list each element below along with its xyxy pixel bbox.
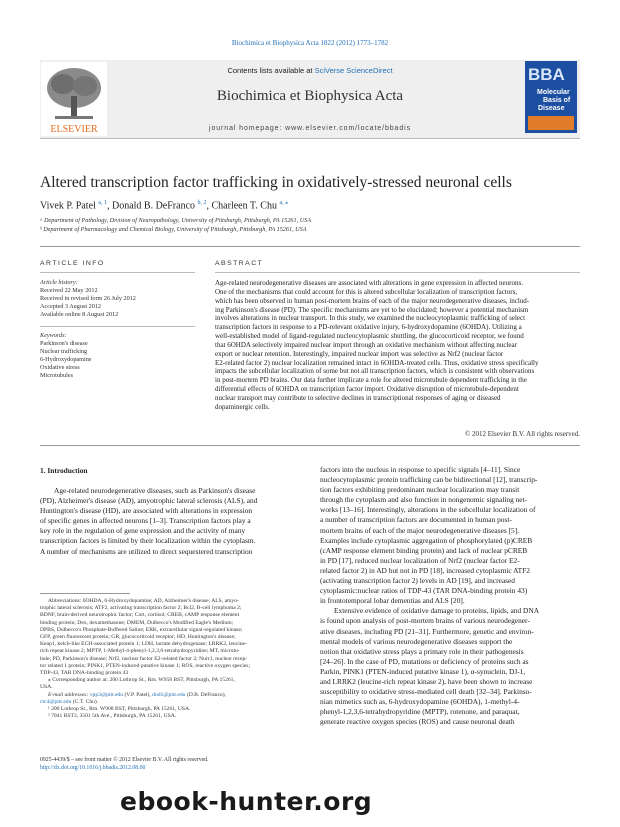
email-owner: (C.T. Chu). — [72, 698, 99, 705]
footnote-line: binding protein; Dex, dexamethasone; DMEM, Dulbecco's Modified Eagle's Medium; — [40, 619, 234, 626]
footnote-line: TDP-43, TAR DNA-binding protein 43 — [40, 670, 129, 677]
abstract-line: transcription factors in response to a PD-relevant oxidative injury, 6-hydroxydopamine (6OHDA). Utilizing a — [215, 323, 522, 332]
email-addresses — [40, 692, 300, 699]
cover-stripe — [528, 116, 574, 130]
email-owner: (V.P. Patel), — [124, 691, 151, 698]
abstract-line: Age-related neurodegenerative diseases are associated with alterations in gene expression in affected neurons. — [215, 279, 523, 287]
contents-prefix: Contents lists available at — [227, 66, 313, 75]
body-line: A number of mechanisms are utilized to direct sequestered transcription — [40, 546, 253, 556]
body-line: Extensive evidence of oxidative damage to proteins, lipids, and DNA — [334, 606, 540, 616]
body-line: nian mimetics such as, 6-hydroxydopamine (6OHDA), 1-methyl-4- — [320, 697, 520, 707]
copyright-line: © 2012 Elsevier B.V. All rights reserved. — [464, 430, 580, 438]
keywords-label: Keywords: — [40, 332, 67, 339]
body-line: through the cytoplasm and also function in nongenomic signaling net- — [320, 495, 528, 505]
affiliation-a: ᵃ Department of Pathology, Division of Neuropathology, University of Pittsburgh, Pittsburgh, PA 15261, USA — [40, 217, 312, 224]
body-line: Age-related neurodegenerative diseases, such as Parkinson's disease — [54, 486, 256, 495]
body-line: works [13–16]. Interestingly, alterations in the subcellular localization of — [320, 505, 536, 515]
footnote-line: tor related 1 protein; PINK1, PTEN-induced putative kinase 1; ROS, reactive oxygen species; — [40, 662, 251, 669]
body-line: key role in the regulation of gene expression and the activity of many — [40, 526, 246, 536]
body-line: [24–26]. In the case of PD, mutations or deficiency of proteins such as — [320, 656, 529, 666]
divider — [40, 246, 580, 247]
abstract-line: well-established model of ligand-regulated nucleocytoplasmic shuttling, the glucocorticoid receptor, we found — [215, 332, 524, 341]
journal-title: Biochimica et Biophysica Acta — [216, 88, 404, 104]
keyword: Parkinson's disease — [40, 340, 88, 347]
body-line: susceptibility to oxidative stress-mediated cell death [32–34]. Parkinso- — [320, 687, 532, 697]
abstract-line: dopaminergic cells. — [215, 402, 270, 411]
history-item: Available online 8 August 2012 — [40, 311, 119, 318]
article-history — [40, 279, 190, 319]
footnote-rule — [40, 593, 130, 594]
author-name: Vivek P. Patel — [40, 200, 96, 212]
doi-link[interactable]: http://dx.doi.org/10.1016/j.bbadis.2012.08.00 — [40, 764, 146, 771]
journal-cover-image — [525, 61, 577, 133]
author-affil-mark[interactable]: a, 1 — [98, 200, 107, 206]
affiliation-b: ᵇ Department of Pharmacology and Chemical Biology, University of Pittsburgh, Pittsburgh, PA 15261, USA — [40, 226, 307, 233]
keywords — [40, 332, 190, 380]
body-line: generate reactive oxygen species (ROS) and cause neuronal death — [320, 717, 515, 727]
footnote-1: ¹ 200 Lothrop St., Rm. W908 BST, Pittsburgh, PA 15261, USA. — [48, 706, 191, 713]
body-line: phenyl-1,2,3,6-tetrahydropyridine (MPTP), rotenone, and paraquat, — [320, 707, 520, 717]
body-line: in PD [17], reduced nuclear localization of Nrf2 (nuclear factor E2- — [320, 555, 520, 565]
email-addresses-cont — [40, 699, 300, 706]
body-line: ative diseases, including PD [21–31]. Furthermore, genetic and environ- — [320, 626, 534, 636]
abstract-line: impacts the subcellular localization of some but not all transcription factors, which is consistent with observations — [215, 367, 535, 376]
abstract-line: differential effects of 6OHDA on transcription factor import. Oxidative disruption of microtubule-dependent — [215, 385, 519, 394]
footnote-line: GFP, green fluorescent protein; GR, glucocorticoid receptor; HD, Huntington's disease; — [40, 634, 236, 641]
sciencedirect-link[interactable]: SciVerse ScienceDirect — [314, 66, 393, 75]
publisher-wordmark: ELSEVIER — [50, 124, 98, 135]
abbreviations-footnote — [40, 598, 300, 720]
abstract-line: export or nuclear retention. Interestingly, impaired nuclear import was selective as Nrf2 (nuclear factor — [215, 349, 504, 358]
abstract-line: that 6OHDA selectively impaired nuclear import through an oxidative mechanism without affecting nuclear — [215, 340, 517, 349]
corresponding-author-note: ⁎ Corresponding author at: 200 Lothrop St., Rm. W958 BST, Pittsburgh, PA 15261, — [48, 677, 235, 684]
keyword: 6-Hydroxydopamine — [40, 356, 92, 363]
email-owner: (D.B. DeFranco), — [186, 691, 226, 698]
issn-line: 0925-4439/$ – see front matter © 2012 Elsevier B.V. All rights reserved. — [40, 757, 209, 763]
footnote-line: DPBS, Dulbecco's Phosphate-Buffered Saline; ERK, extracellular signal-regulated kinase; — [40, 626, 243, 633]
body-line: a number of transcription factors are documented in human post- — [320, 515, 512, 525]
running-head[interactable]: Biochimica et Biophysica Acta 1822 (2012) 1773–1782 — [231, 39, 389, 47]
body-line: in frontotemporal lobar dementias and ALS [20]. — [320, 596, 465, 606]
abstract-line: ing Parkinson's disease (PD). The specific mechanisms are yet to be elucidated; however a potential mechanism — [215, 305, 529, 314]
history-item: Received in revised form 26 July 2012 — [40, 295, 136, 302]
author-affil-mark[interactable]: b, 2 — [197, 200, 207, 206]
cover-bba: BBA — [528, 65, 565, 84]
body-line: transcription factors is limited by their localization within the cytoplasm. — [40, 536, 256, 546]
abstract-line: in post-mortem PD brains. Our data further implicate a role for altered microtubule dependent trafficking in the — [215, 376, 527, 385]
journal-homepage[interactable]: journal homepage: www.elsevier.com/locate/bbadis — [209, 125, 411, 132]
body-line: tion factors exhibiting predominant nuclear localization may transit — [320, 485, 520, 495]
body-line: is found upon analysis of post-mortem brains of various neurodegener- — [320, 616, 530, 626]
abstract-line: E2-related factor 2) nuclear localization remained intact in 6OHDA-treated cells. Thus, oxidative stress specifically — [215, 358, 539, 367]
body-line: (PD), Alzheimer's disease (AD), amyotrophic lateral sclerosis (ALS), and — [40, 496, 258, 506]
abstract-body — [215, 279, 580, 412]
cover-line-2: Molecular — [537, 89, 570, 96]
body-line: mental models of various neurodegenerative diseases support the — [320, 636, 513, 646]
footnote-line: bule; PD, Parkinson's disease; Nrf2, nuclear factor E2-related factor 2; Nurr1, nuclear recep- — [40, 655, 248, 662]
abstract-line: which has been observed in human post-mortem brains of each of the major neurodegenerative diseases, includ- — [215, 296, 530, 305]
corresponding-author-note: USA. — [40, 684, 53, 691]
article-title: Altered transcription factor trafficking in oxidatively-stressed neuronal cells — [40, 174, 512, 191]
history-label: Article history: — [40, 279, 78, 286]
author-list: Vivek P. Patel $^{a, 1}$, Donald B. DeFranco $^{b, 2}$, Charleen T. Chu $^{a, ⁎}$ — [40, 200, 289, 212]
abstract-line: involves alterations in nuclear transport. In this study, we examined the nucleocytoplasmic trafficking of select — [215, 314, 526, 323]
author-name: Charleen T. Chu — [211, 200, 277, 212]
keyword: Microtubules — [40, 372, 73, 379]
divider — [215, 272, 580, 273]
email-link[interactable]: ctc4@pitt.edu — [40, 698, 72, 705]
cover-line-4: Disease — [538, 105, 565, 112]
abstract-heading: ABSTRACT — [215, 260, 264, 267]
divider — [40, 326, 195, 327]
body-line: nucleocytoplasmic protein trafficking can be bidirectional [12], transcrip- — [320, 475, 538, 485]
history-item: Accepted 3 August 2012 — [40, 303, 102, 310]
body-line: Parkin, PINK1 (PTEN-induced putative kinase 1), α-synuclein, DJ-1, — [320, 666, 526, 676]
footnote-line: trophic lateral sclerosis; ATF2, activating transcription factor 2; Bcl2, B-cell lymphoma 2; — [40, 605, 242, 612]
watermark-text: ebook-hunter.org — [120, 787, 373, 816]
body-line: (cAMP response element binding protein) and lack of nuclear pCREB — [320, 545, 528, 555]
body-line: related factor 2) in AD but not in PD [18], increased cytoplasmic ATF2 — [320, 565, 530, 575]
author-name: Donald B. DeFranco — [111, 200, 196, 212]
body-line: Examples include cytoplasmic aggregation of phosphorylated (p)CREB — [320, 535, 533, 545]
intro-right-column — [320, 465, 582, 727]
section-heading-introduction: 1. Introduction — [40, 466, 88, 475]
keyword: Oxidative stress — [40, 364, 80, 371]
keyword: Nuclear trafficking — [40, 348, 88, 355]
footnote-line: Keap1, kelch-like ECH-associated protein 1; LDH, lactate dehydrogenase; LRRK2, leucine- — [40, 641, 247, 648]
footnote-line: BDNF, brain-derived neurotrophic factor; Cort, cortisol; CREB, cAMP response element — [40, 612, 240, 619]
footnote-line: rich repeat kinase 2; MPTP, 1-Methyl-4-phenyl-1,2,3,6-tetrahydropyridine; MT, microtu- — [40, 648, 240, 655]
email-link[interactable]: dod1@pitt.edu — [152, 691, 186, 698]
body-line: mortem brains of each of the major neurodegenerative diseases [5]. — [320, 525, 520, 535]
body-line: (activating transcription factor 2) levels in AD [19], and increased — [320, 576, 515, 586]
intro-left-column — [40, 486, 302, 557]
body-line: factors into the nucleus in response to specific signals [4–11]. Since — [320, 465, 521, 474]
divider — [40, 272, 195, 273]
history-item: Received 22 May 2012 — [40, 287, 98, 294]
body-line: cytoplasmic:nuclear ratios of TDP-43 (TAR DNA-binding protein 43) — [320, 586, 528, 596]
body-line: of specific genes in affected neurons [1–3]. Transcription factors play a — [40, 516, 251, 526]
cover-line-3: Basis of — [543, 97, 571, 104]
body-line: notion that oxidative stress plays a primary role in their pathogenesis — [320, 646, 524, 656]
abstract-line: nuclear transport may contribute to selective declines in transcriptional responses of aging or diseased — [215, 393, 501, 402]
body-line: and LRRK2 (leucine-rich repeat kinase 2), have been shown to increase — [320, 676, 533, 686]
email-link[interactable]: vpp3@pitt.edu — [89, 691, 124, 698]
issn-block — [40, 757, 209, 772]
body-line: Huntington's disease (HD), are associated with alterations in expression — [40, 506, 253, 516]
divider — [40, 445, 580, 446]
footnote-line: Abbreviations: 6OHDA, 6-Hydroxydopamine; AD, Alzheimer's disease; ALS, amyo- — [48, 598, 239, 604]
abstract-line: One of the mechanisms that could account for this is altered subcellular localization of transcription factors, — [215, 287, 518, 296]
email-label: E-mail addresses: — [48, 691, 89, 698]
article-info-heading: ARTICLE INFO — [40, 260, 105, 267]
footnote-2: ² 7041 BST3, 3501 5th Ave., Pittsburgh, PA 15261, USA. — [48, 713, 177, 720]
author-affil-mark[interactable]: a, ⁎ — [279, 200, 289, 206]
